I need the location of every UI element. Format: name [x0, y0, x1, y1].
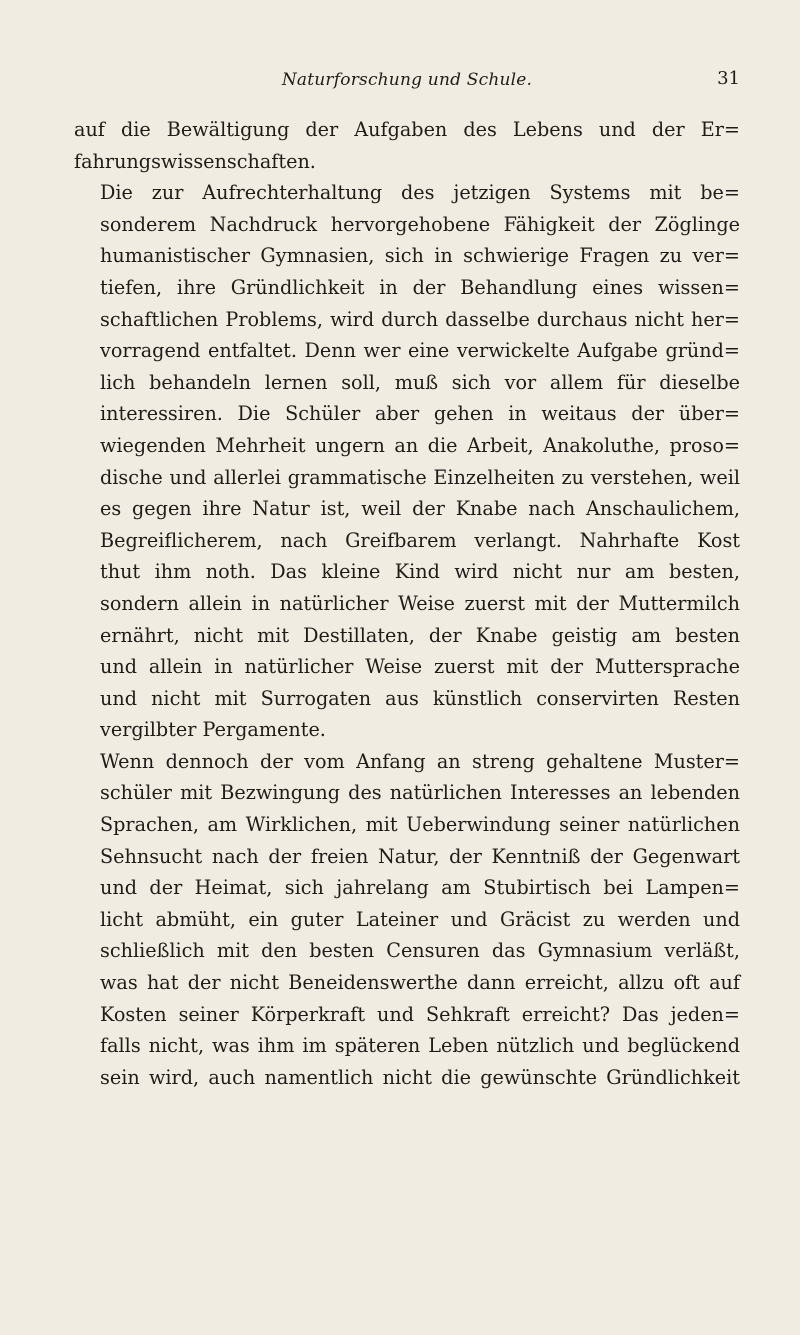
text-line: humanistischer Gymnasien, sich in schwierige Fragen zu ver= — [100, 244, 740, 268]
text-line: vergilbter Pergamente. — [100, 718, 326, 742]
text-line: schüler mit Bezwingung des natürlichen Interesses an lebenden — [100, 781, 740, 805]
text-line: Kosten seiner Körperkraft und Sehkraft erreicht? Das jeden= — [100, 1002, 740, 1026]
text-line: tiefen, ihre Gründlichkeit in der Behandlung eines wissen= — [100, 275, 740, 299]
text-line: lich behandeln lernen soll, muß sich vor allem für dieselbe — [100, 370, 740, 394]
text-line: sonderem Nachdruck hervorgehobene Fähigkeit der Zöglinge — [100, 212, 740, 236]
text-line: interessiren. Die Schüler aber gehen in weitaus der über= — [100, 402, 740, 426]
text-line: schließlich mit den besten Censuren das Gymnasium verläßt, — [100, 939, 740, 963]
text-line: falls nicht, was ihm im späteren Leben nützlich und beglückend — [100, 1034, 740, 1058]
text-line: wiegenden Mehrheit ungern an die Arbeit, Anakoluthe, proso= — [100, 433, 740, 457]
text-line: was hat der nicht Beneidenswerthe dann erreicht, allzu oft auf — [100, 971, 740, 995]
text-line: und der Heimat, sich jahrelang am Stubirtisch bei Lampen= — [100, 876, 740, 900]
text-line: thut ihm noth. Das kleine Kind wird nicht nur am besten, — [100, 560, 740, 584]
text-line: Wenn dennoch der vom Anfang an streng gehaltene Muster= — [100, 749, 740, 773]
text-line: Begreiflicherem, nach Greifbarem verlangt. Nahrhafte Kost — [100, 528, 740, 552]
text-line: ernährt, nicht mit Destillaten, der Knabe geistig am besten — [100, 623, 740, 647]
text-line: Sehnsucht nach der freien Natur, der Kenntniß der Gegenwart — [100, 844, 740, 868]
text-line: es gegen ihre Natur ist, weil der Knabe nach Anschaulichem, — [100, 497, 740, 521]
paragraph-continuation — [74, 114, 740, 177]
text-line: sein wird, auch namentlich nicht die gewünschte Gründlichkeit — [100, 1065, 740, 1089]
text-line: Sprachen, am Wirklichen, mit Ueberwindung seiner natürlichen — [100, 813, 740, 837]
text-line: fahrungswissenschaften. — [74, 149, 316, 173]
text-line: Die zur Aufrechterhaltung des jetzigen Systems mit be= — [100, 181, 740, 205]
body-text — [74, 114, 740, 1093]
page-number: 31 — [717, 68, 740, 89]
text-line: und allein in natürlicher Weise zuerst mit der Muttersprache — [100, 655, 740, 679]
running-head: Naturforschung und Schule. — [281, 70, 533, 90]
text-line: schaftlichen Problems, wird durch dasselbe durchaus nicht her= — [100, 307, 740, 331]
text-line: sondern allein in natürlicher Weise zuerst mit der Muttermilch — [100, 591, 740, 615]
text-line: und nicht mit Surrogaten aus künstlich conservirten Resten — [100, 686, 740, 710]
text-line: dische und allerlei grammatische Einzelheiten zu verstehen, weil — [100, 465, 740, 489]
text-line: vorragend entfaltet. Denn wer eine verwickelte Aufgabe gründ= — [100, 339, 740, 363]
text-line: auf die Bewältigung der Aufgaben des Lebens und der Er= — [74, 118, 740, 141]
page-header — [74, 70, 740, 100]
text-line: licht abmüht, ein guter Lateiner und Gräcist zu werden und — [100, 907, 740, 931]
paragraph-system-critique — [74, 177, 740, 746]
paragraph-model-student — [74, 746, 740, 1094]
